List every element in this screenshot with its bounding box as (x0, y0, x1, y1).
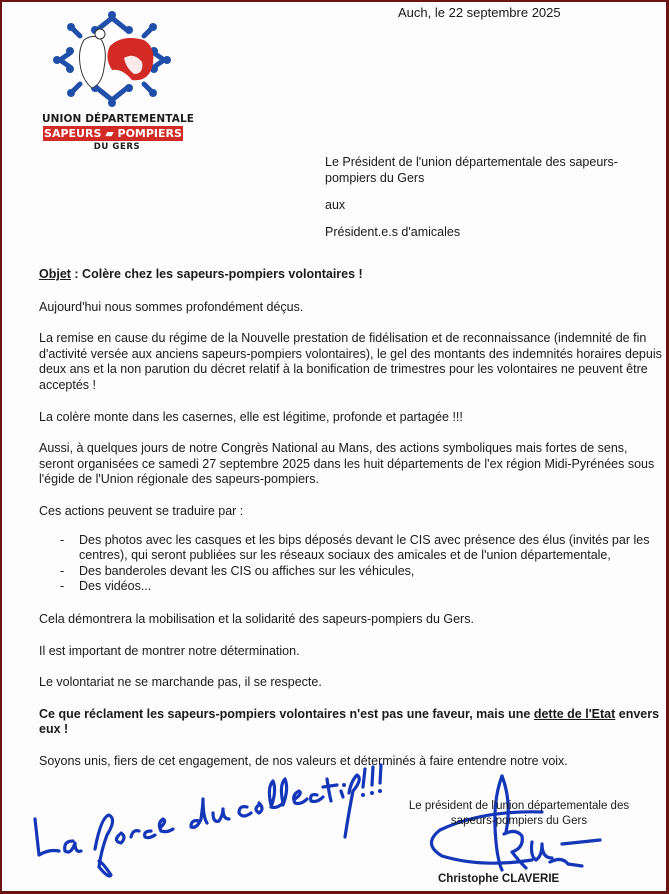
list-bullet: - (60, 563, 65, 578)
bold-statement (39, 707, 664, 738)
signature-scribble (422, 772, 612, 887)
debt-of-state-text: dette de l'Etat (533, 706, 616, 721)
paragraph-mobilisation: Cela démontrera la mobilisation et la solidarité des sapeurs-pompiers du Gers. (39, 611, 474, 626)
recipient-block (325, 154, 618, 240)
list-bullet: - (60, 532, 65, 547)
paragraph-determination: Il est important de montrer notre détermination. (39, 643, 300, 658)
list-item-text: Des photos avec les casques et les bips déposés devant le CIS avec présence des élus (invités par les centres), qui seront publiées sur les réseaux sociaux des amicales et de l'union départementale, (79, 532, 650, 563)
sender-line-2: pompiers du Gers (325, 171, 425, 185)
letter-date: Auch, le 22 septembre 2025 (398, 5, 561, 20)
paragraph-disappointed: Aujourd'hui nous sommes profondément déçus. (39, 299, 304, 314)
subject-text: : Colère chez les sapeurs-pompiers volontaires ! (70, 267, 363, 281)
handwritten-note-la-force-du-collectif (27, 757, 387, 892)
occitan-cross-emblem-icon (52, 8, 172, 110)
list-item-text: Des banderoles devant les CIS ou affiches sur les véhicules, (79, 563, 415, 578)
logo-text-sapeurs-pompiers: SAPEURS ▰ POMPIERS (44, 127, 182, 140)
paragraph-list-intro: Ces actions peuvent se traduire par : (39, 503, 244, 518)
paragraph-respect: Le volontariat ne se marchande pas, il se respecte. (39, 675, 322, 690)
paragraph-grievances: La remise en cause du régime de la Nouvelle prestation de fidélisation et de reconnaissance (indemnité de fin d'activité versée aux anciens sapeurs-pompiers volontaires), le gel des montants des indemnités horaires depuis deux ans et la non parution du décret relatif à la bonification de trimestres pour les volontaires ne peuvent être acceptés ! (39, 331, 662, 392)
sender-line-1: Le Président de l'union départementale des sapeurs- (325, 155, 618, 169)
list-item (39, 533, 664, 564)
list-item (39, 564, 664, 580)
list-item (39, 579, 664, 595)
logo-text-du-gers: DU GERS (93, 142, 141, 152)
actions-list (39, 533, 664, 595)
bold-statement-end: envers eux ! (39, 706, 660, 737)
signatory-title (384, 799, 654, 829)
aux-line: aux (325, 198, 346, 212)
signatory-title-line-1: Le président de l'union départementale des (408, 800, 630, 812)
logo-text-union: UNION DÉPARTEMENTALE (42, 113, 195, 125)
bold-statement-text: Ce que réclament les sapeurs-pompiers volontaires n'est pas une faveur, mais une (39, 706, 534, 721)
paragraph-actions: Aussi, à quelques jours de notre Congrès National au Mans, des actions symboliques mais fortes de sens, seront organisées ce samedi 27 septembre 2025 dans les huit départements de l'ex région Midi-Pyrénées sous l'égide de l'Union régionale des sapeurs-pompiers. (39, 441, 655, 487)
subject-line (39, 267, 664, 283)
paragraph-anger: La colère monte dans les casernes, elle est légitime, profonde et partagée !!! (39, 409, 463, 424)
recipient-line: Président.e.s d'amicales (325, 225, 461, 239)
signatory-name: Christophe CLAVERIE (438, 873, 560, 885)
letter-body (39, 267, 664, 769)
list-bullet: - (60, 579, 65, 594)
list-item-text: Des vidéos... (79, 579, 152, 594)
paragraph-closing: Soyons unis, fiers de cet engagement, de nos valeurs et déterminés à faire entendre notre voix. (39, 753, 568, 768)
subject-label: Objet (39, 267, 71, 281)
union-logo (38, 8, 195, 152)
signatory-title-line-2: sapeurs-pompiers du Gers (450, 815, 588, 827)
